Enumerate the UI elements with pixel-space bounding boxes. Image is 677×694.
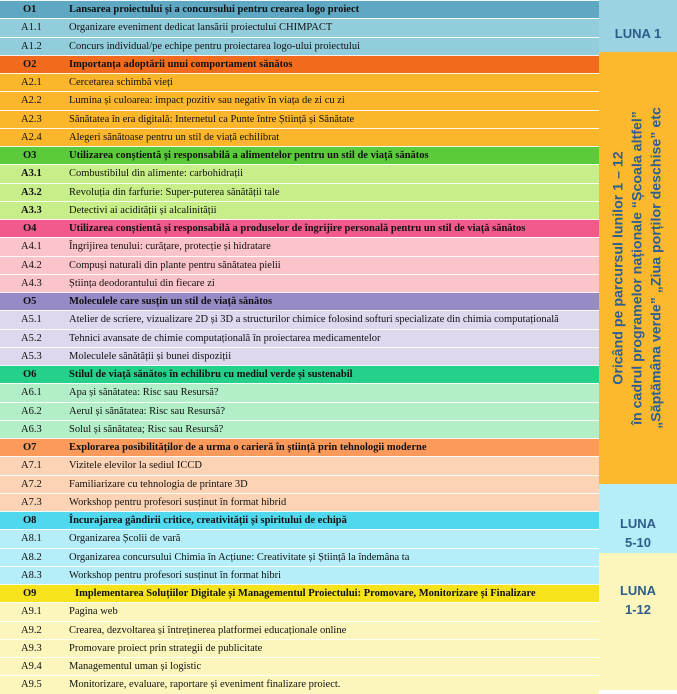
objective-row	[0, 584, 599, 602]
activity-code: A4.1	[21, 241, 42, 253]
activity-text: Compuși naturali din plante pentru sănătatea pielii	[69, 259, 281, 271]
activity-row	[0, 110, 599, 128]
activity-row	[0, 383, 599, 401]
activity-row	[0, 493, 599, 511]
activity-text: Concurs individual/pe echipe pentru proiectarea logo-ului proiectului	[69, 40, 360, 52]
activity-row	[0, 456, 599, 474]
objective-code: O8	[23, 515, 37, 526]
activity-row	[0, 475, 599, 493]
activity-row	[0, 602, 599, 620]
activity-code: A5.2	[21, 332, 42, 344]
luna-1-12-cell	[599, 553, 677, 690]
activity-row	[0, 237, 599, 255]
objective-row	[0, 0, 599, 18]
activity-code: A6.3	[21, 423, 42, 435]
luna-5-10-word: LUNA	[619, 516, 657, 531]
activity-row	[0, 274, 599, 292]
activity-code: A8.3	[21, 569, 42, 581]
activity-row	[0, 566, 599, 584]
objective-code: O3	[23, 150, 37, 161]
activity-row	[0, 91, 599, 109]
activity-code: A9.3	[21, 642, 42, 654]
objective-row	[0, 365, 599, 383]
objective-title: Moleculele care susțin un stil de viață sănătos	[69, 296, 273, 307]
activity-text: Organizarea concursului Chimia în Acțiune: Creativitate și Știință la îndemâna ta	[69, 551, 410, 563]
activity-code: A7.1	[21, 460, 42, 472]
activity-text: Organizarea Școlii de vară	[69, 533, 181, 545]
activity-code: A1.1	[21, 22, 42, 34]
objective-title: Utilizarea conștientă și responsabilă a produselor de îngrijire personală pentru un stil de viață sănătos	[69, 223, 526, 234]
activity-row	[0, 256, 599, 274]
activity-text: Managementul uman și logistic	[69, 661, 202, 672]
objective-title: Implementarea Soluțiilor Digitale și Managementul Proiectului: Promovare, Monitorizare și Finalizare	[75, 588, 536, 599]
activity-text: Sănătatea în era digitală: Internetul ca Punte între Știință și Sănătate	[69, 113, 355, 125]
activity-text: Tehnici avansate de chimie computațională în proiectarea medicamentelor	[69, 332, 381, 344]
luna-1-label: LUNA 1	[614, 26, 662, 41]
activity-row	[0, 183, 599, 201]
objective-title: Explorarea posibilităților de a urma o carieră în știință prin tehnologii moderne	[69, 442, 427, 453]
activity-text: Apa și sănătatea: Risc sau Resursă?	[69, 387, 219, 399]
activity-text: Alegeri sănătoase pentru un stil de viață echilibrat	[69, 131, 280, 143]
luna-5-10-label	[599, 514, 677, 552]
activity-code: A9.4	[21, 661, 42, 672]
activity-text: Atelier de scriere, vizualizare 2D și 3D a structurilor chimice folosind softuri specializate din chimia computațională	[69, 314, 559, 326]
schedule-note	[610, 52, 667, 484]
activity-code: A9.5	[21, 679, 42, 691]
objective-code: O5	[23, 296, 37, 307]
schedule-note-line-1: Oricând pe parcursul lunilor 1 – 12	[610, 151, 627, 385]
activity-text: Combustibilul din alimente: carbohidrații	[69, 168, 244, 180]
activity-code: A4.2	[21, 259, 42, 271]
activity-code: A2.4	[21, 131, 42, 143]
objective-row	[0, 146, 599, 164]
activity-row	[0, 529, 599, 547]
activity-row	[0, 402, 599, 420]
activity-code: A8.2	[21, 551, 42, 563]
objective-code: O9	[23, 588, 37, 599]
objective-title: Încurajarea gândirii critice, creativității și spiritului de echipă	[69, 515, 347, 526]
activity-code: A4.3	[21, 277, 42, 289]
activity-code: A5.3	[21, 350, 42, 362]
activity-text: Pagina web	[69, 606, 118, 618]
activity-row	[0, 420, 599, 438]
activity-code: A9.1	[21, 606, 42, 618]
activity-row	[0, 128, 599, 146]
activity-row	[0, 675, 599, 693]
activity-code: A3.2	[21, 186, 42, 198]
activity-text: Îngrijirea tenului: curățare, protecție și hidratare	[69, 241, 271, 253]
activity-text: Lumina și culoarea: impact pozitiv sau negativ în viața de zi cu zi	[69, 95, 345, 107]
activity-text: Workshop pentru profesori susținut în format hibri	[69, 569, 282, 581]
objective-code: O7	[23, 442, 37, 453]
activity-code: A3.1	[21, 168, 42, 180]
activity-code: A7.3	[21, 496, 42, 508]
objective-title: Importanța adoptării unui comportament sănătos	[69, 58, 293, 70]
activity-text: Revoluția din farfurie: Super-puterea sănătății tale	[69, 186, 280, 198]
objective-code: O2	[23, 58, 37, 70]
objective-row	[0, 438, 599, 456]
activity-row	[0, 73, 599, 91]
activity-row	[0, 201, 599, 219]
activity-text: Știința deodorantului din fiecare zi	[69, 277, 215, 289]
objective-code: O4	[23, 223, 37, 234]
activity-text: Familiarizare cu tehnologia de printare 3D	[69, 478, 248, 490]
activity-text: Moleculele sănătății și bunei dispoziții	[69, 350, 232, 362]
activity-code: A5.1	[21, 314, 42, 326]
activity-row	[0, 639, 599, 657]
objective-row	[0, 292, 599, 310]
activity-code: A6.2	[21, 405, 42, 417]
activity-text: Organizare eveniment dedicat lansării proiectului CHIMPACT	[69, 22, 333, 34]
objective-code: O6	[23, 369, 37, 380]
luna-1-12-range: 1-12	[624, 602, 652, 617]
luna-1-cell	[599, 0, 677, 52]
activity-text: Cercetarea schimbă vieți	[69, 77, 173, 88]
schedule-note-line-3: „Săptămâna verde” „Ziua porților deschise” etc	[648, 107, 665, 429]
activity-text: Workshop pentru profesori susținut în format hibrid	[69, 496, 287, 508]
objective-row	[0, 55, 599, 73]
activity-code: A1.2	[21, 40, 42, 52]
activity-row	[0, 657, 599, 675]
activity-row	[0, 18, 599, 36]
activity-row	[0, 310, 599, 328]
activity-text: Crearea, dezvoltarea și întreținerea platformei educaționale online	[69, 624, 347, 636]
activity-text: Vizitele elevilor la sediul ICCD	[69, 460, 202, 472]
activity-row	[0, 37, 599, 55]
activity-code: A2.2	[21, 95, 42, 107]
activity-row	[0, 329, 599, 347]
schedule-note-cell	[599, 52, 677, 484]
activity-code: A8.1	[21, 533, 42, 545]
activity-code: A6.1	[21, 387, 42, 399]
objective-code: O1	[23, 4, 37, 15]
objective-title: Lansarea proiectului și a concursului pentru crearea logo proiect	[69, 4, 360, 15]
activity-text: Aerul și sănătatea: Risc sau Resursă?	[69, 405, 225, 417]
activity-row	[0, 164, 599, 182]
activity-text: Monitorizare, evaluare, raportare și eveniment finalizare proiect.	[69, 679, 341, 691]
luna-5-10-cell	[599, 484, 677, 553]
activity-code: A2.3	[21, 113, 42, 125]
activity-code: A9.2	[21, 624, 42, 636]
objective-title: Stilul de viață sănătos în echilibru cu mediul verde și sustenabil	[69, 369, 353, 380]
activity-row	[0, 621, 599, 639]
activity-code: A2.1	[21, 77, 42, 88]
activity-text: Detectivi ai acidității și alcalinității	[69, 204, 217, 216]
activity-text: Promovare proiect prin strategii de publicitate	[69, 642, 263, 654]
objective-row	[0, 219, 599, 237]
luna-1-12-word: LUNA	[619, 583, 657, 598]
schedule-note-line-2: în cadrul programelor naționale “Școala altfel”	[629, 111, 646, 425]
activity-row	[0, 548, 599, 566]
objective-title: Utilizarea conștientă și responsabilă a alimentelor pentru un stil de viață sănătos	[69, 150, 429, 161]
activity-code: A7.2	[21, 478, 42, 490]
luna-5-10-range: 5-10	[624, 535, 652, 550]
luna-1-12-label	[599, 581, 677, 619]
objective-row	[0, 511, 599, 529]
activity-code: A3.3	[21, 204, 42, 216]
activity-text: Solul și sănătatea; Risc sau Resursă?	[69, 423, 224, 435]
activity-row	[0, 347, 599, 365]
